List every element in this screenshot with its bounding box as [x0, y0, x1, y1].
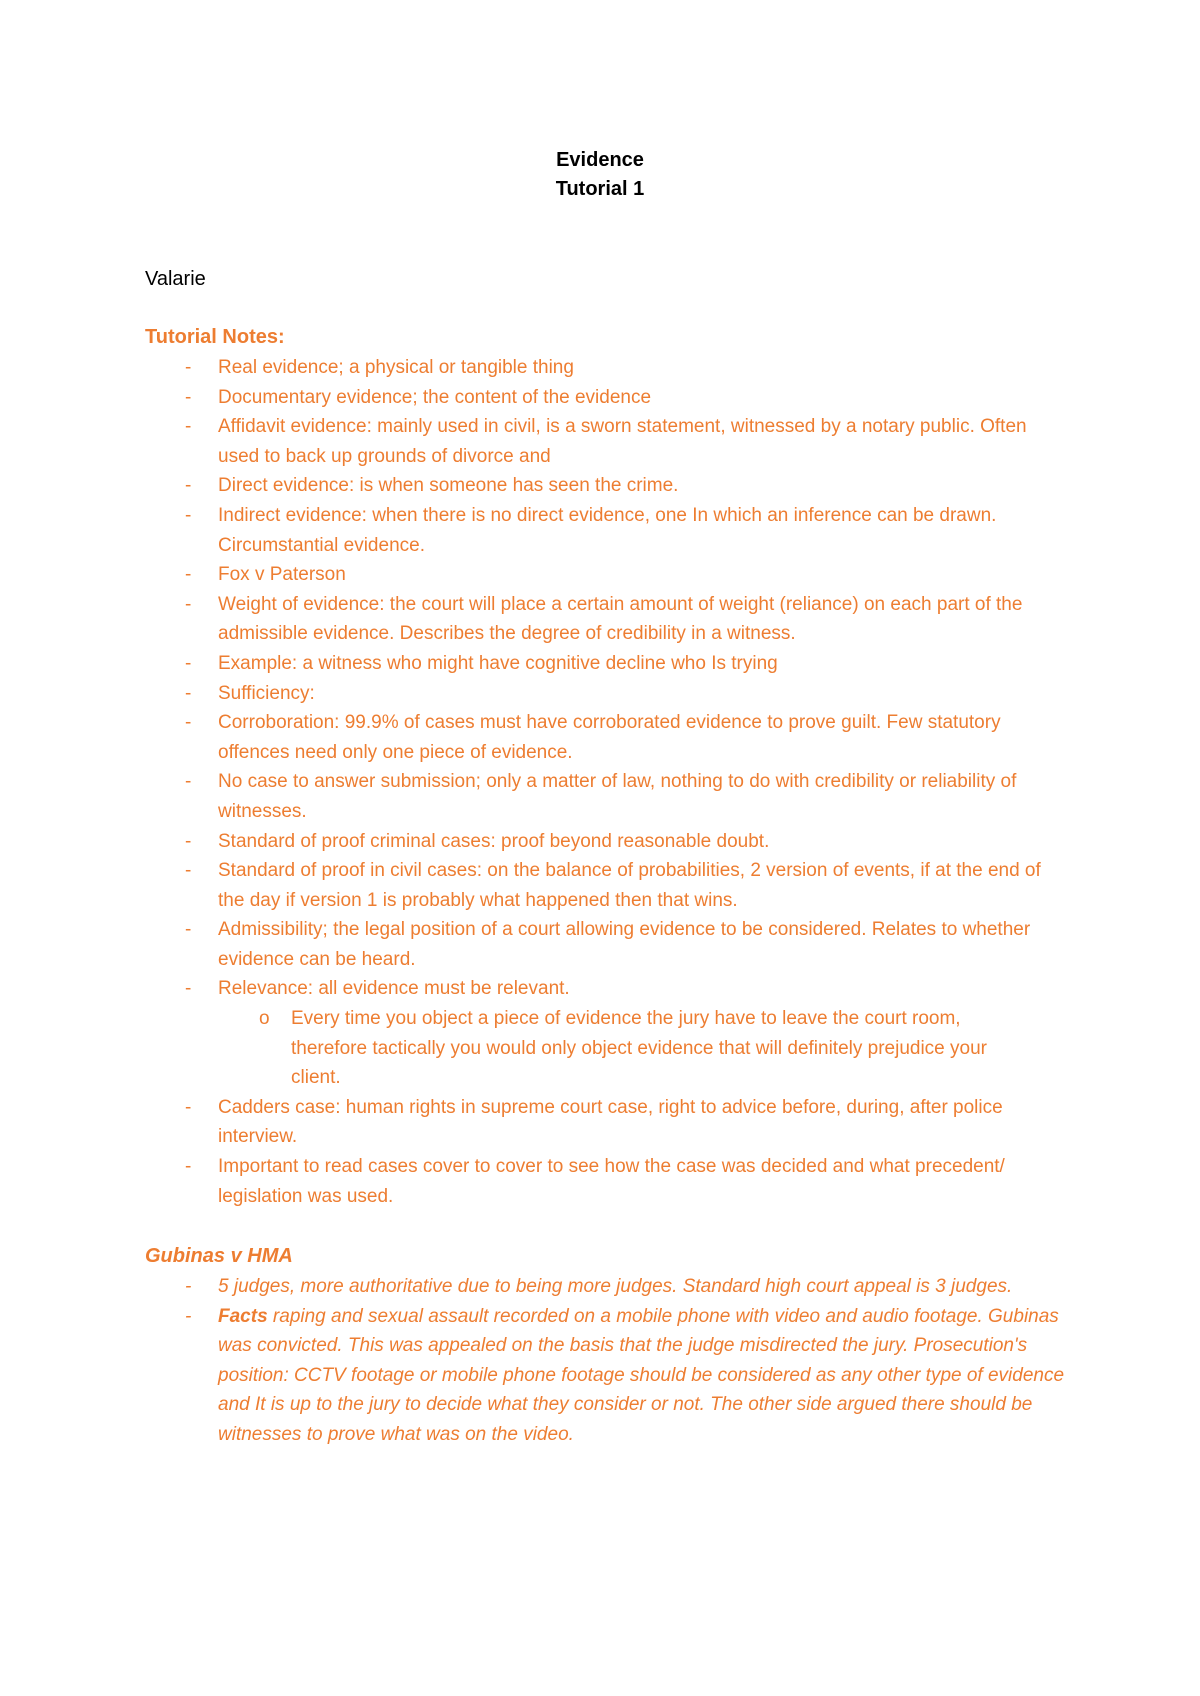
bullet-dash: - [185, 978, 192, 1000]
bullet-dash: - [185, 771, 192, 793]
bullet-dash: - [185, 1276, 192, 1297]
list-item [0, 590, 1070, 649]
list-item-text: Important to read cases cover to cover to see how the case was decided and what precedent/ legislation was used. [218, 1156, 1005, 1207]
document-title: Evidence [556, 149, 644, 171]
list-item-text: Fox v Paterson [218, 564, 346, 586]
list-item [0, 412, 1070, 471]
list-item [0, 915, 1070, 974]
list-item [0, 471, 1070, 501]
list-item-text: Cadders case: human rights in supreme court case, right to advice before, during, after police interview. [218, 1096, 1003, 1148]
bullet-dash: - [185, 386, 192, 408]
list-item [0, 827, 1070, 857]
case-notes-list [0, 1272, 1200, 1450]
bullet-dash: - [185, 475, 192, 497]
list-item-text: Corroboration: 99.9% of cases must have corroborated evidence to prove guilt. Few statutory offences need only one piece of evidence. [218, 712, 1001, 763]
bullet-dash: - [185, 504, 192, 526]
list-item [0, 974, 1070, 1004]
bullet-dash: - [185, 682, 192, 704]
circle-bullet-icon: o [259, 1008, 270, 1030]
list-item [0, 353, 1070, 383]
list-item-text: Relevance: all evidence must be relevant. [218, 978, 570, 1000]
list-item [0, 708, 1070, 767]
list-item [0, 560, 1070, 590]
list-item-text: Weight of evidence: the court will place a certain amount of weight (reliance) on each part of the admissible evidence. Describes the degree of credibility in a witness. [218, 593, 1023, 645]
bullet-dash: - [185, 1305, 192, 1327]
bullet-dash: - [185, 1096, 192, 1118]
list-item [0, 383, 1070, 413]
list-item-text: Admissibility; the legal position of a court allowing evidence to be considered. Relates to whether evidence can be heard. [218, 919, 1031, 970]
list-item [0, 1302, 1070, 1450]
list-item-text: Indirect evidence: when there is no direct evidence, one In which an inference can be drawn. Circumstantial evidence. [218, 504, 997, 556]
list-item-text: Real evidence; a physical or tangible thing [218, 357, 574, 378]
list-item [0, 1272, 1070, 1302]
list-item-text: Direct evidence: is when someone has seen the crime. [218, 475, 679, 497]
bullet-dash: - [185, 416, 192, 438]
bullet-dash: - [185, 564, 192, 586]
list-item-text: 5 judges, more authoritative due to being more judges. Standard high court appeal is 3 judges. [218, 1276, 1013, 1297]
document-title-block [0, 146, 1200, 204]
list-item-text: No case to answer submission; only a matter of law, nothing to do with credibility or reliability of witnesses. [218, 771, 1017, 822]
list-item [0, 1093, 1070, 1152]
list-item-text: Standard of proof criminal cases: proof beyond reasonable doubt. [218, 830, 770, 852]
list-item-text: Sufficiency: [218, 682, 315, 704]
list-item [0, 1152, 1070, 1211]
author-name: Valarie [145, 268, 206, 290]
list-item [0, 649, 1070, 679]
bullet-dash: - [185, 860, 192, 882]
list-item-text: Documentary evidence; the content of the evidence [218, 386, 652, 408]
bullet-dash: - [185, 1156, 192, 1178]
facts-text: raping and sexual assault recorded on a mobile phone with video and audio footage. Gubinas was convicted. This was appealed on the basis that the judge misdirected the jury. Prosecution's position: CCTV footage or mobile phone footage should be considered as any other type of evidence and It is up to the jury to decide what they consider or not. The other side argued there should be witnesses to prove what was on the video. [218, 1305, 1065, 1445]
sub-list-item [0, 1004, 1019, 1093]
bullet-dash: - [185, 357, 192, 378]
tutorial-notes-heading: Tutorial Notes: [145, 326, 285, 348]
bullet-dash: - [185, 830, 192, 852]
bullet-dash: - [185, 593, 192, 615]
list-item-text: Standard of proof in civil cases: on the balance of probabilities, 2 version of events, if at the end of the day if version 1 is probably what happened then that wins. [218, 860, 1041, 911]
list-item-text: Affidavit evidence: mainly used in civil, is a sworn statement, witnessed by a notary public. Often used to back up grounds of divorce and [218, 416, 1027, 467]
bullet-dash: - [185, 919, 192, 941]
document-subtitle: Tutorial 1 [555, 178, 645, 200]
list-item-text: Every time you object a piece of evidence the jury have to leave the court room, therefore tactically you would only object evidence that will definitely prejudice your client. [291, 1008, 987, 1089]
bullet-dash: - [185, 652, 192, 674]
list-item-text: Example: a witness who might have cognitive decline who Is trying [218, 652, 778, 674]
tutorial-notes-list [0, 353, 1200, 1211]
list-item [0, 679, 1070, 709]
facts-label: Facts [218, 1305, 268, 1327]
list-item [0, 767, 1070, 826]
list-item [0, 501, 1070, 560]
case-heading: Gubinas v HMA [145, 1245, 293, 1267]
list-item [0, 856, 1070, 915]
bullet-dash: - [185, 712, 192, 734]
